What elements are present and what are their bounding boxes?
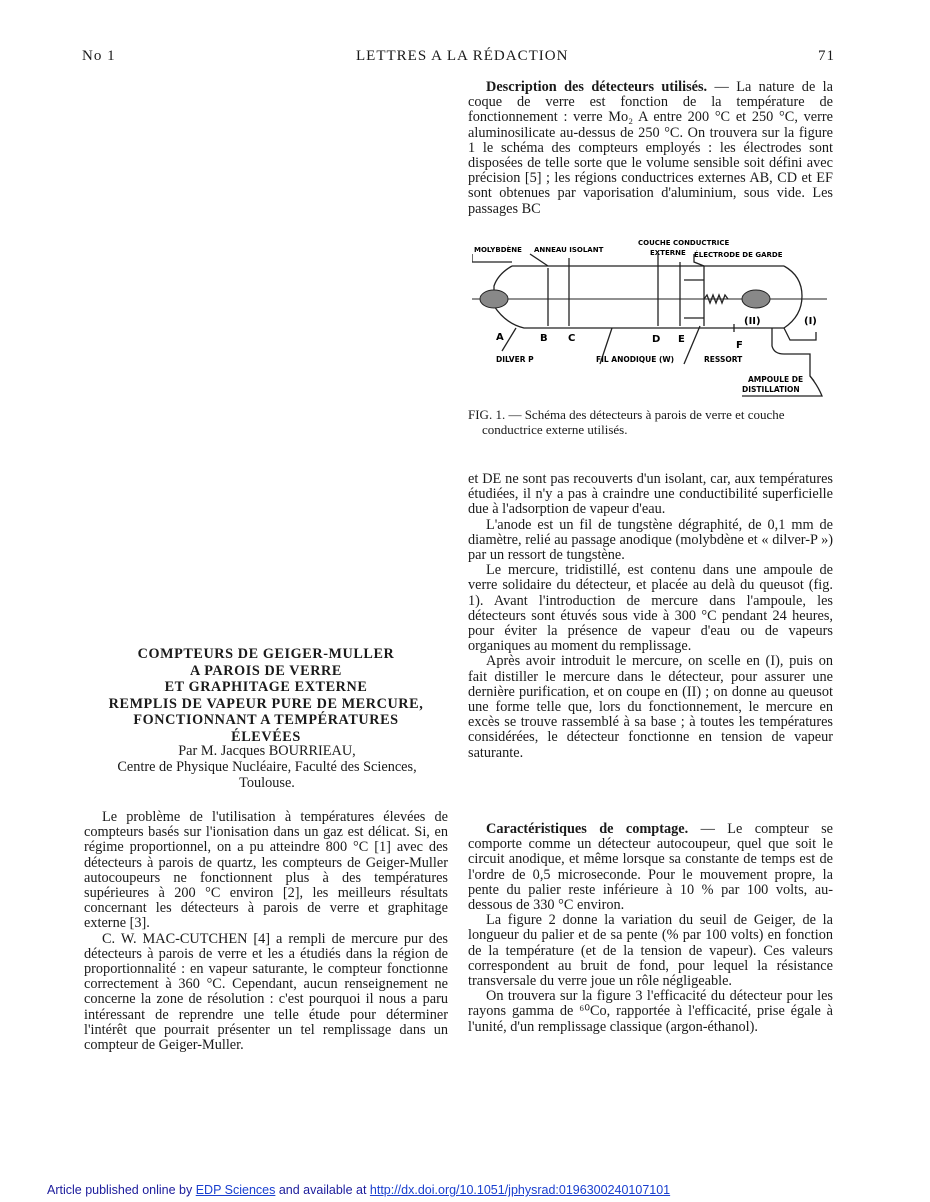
- paragraph: C. W. MAC-CUTCHEN [4] a rempli de mercure pur des détecteurs à parois de verre et les a étudiés dans la région de proportionnalité : en vapeur saturante, le compteur fonctionne correctement à 360 °C. Cependant, aucun renseignement ne concerne la zone de résolution : c'est pourquoi il nous a paru intéressant de reprendre une telle étude pour déterminer l'intérêt que pourrait présenter un tel remplissage dans un compteur de Geiger-Muller.: [84, 930, 448, 1054]
- description-heading: Description des détecteurs utilisés.: [486, 79, 708, 95]
- article-title: [100, 646, 432, 745]
- counting-heading: Caractéristiques de comptage.: [486, 821, 689, 837]
- paragraph: Après avoir introduit le mercure, on scelle en (I), puis on fait distiller le mercure dans le détecteur, pour assurer une dernière purification, et on coupe en (II) ; on donne au queusot une forme telle que, lors du fonctionnement, le mercure en excès se trouve rassemblé à sa base ; à toutes les températures considérées, le détecteur fonctionne en tension de vapeur saturante.: [468, 653, 833, 761]
- city: Toulouse.: [239, 775, 295, 791]
- paragraph: On trouvera sur la figure 3 l'efficacité du détecteur pour les rayons gamma de ⁶⁰Co, rapportée à l'efficacité, prise égale à l'unité, d'un remplissage classique (argon-éthanol).: [468, 988, 833, 1035]
- title-line: ET GRAPHITAGE EXTERNE: [164, 679, 368, 695]
- label-E: E: [678, 334, 685, 345]
- label-molybdene: MOLYBDÈNE: [474, 246, 522, 254]
- title-line: A PAROIS DE VERRE: [190, 662, 342, 679]
- counting-text: — Le compteur se comporte comme un détecteur autocoupeur, quel que soit le circuit anodique, et même lorsque sa constante de temps est de l'ordre de 0,5 microseconde. Pour le mouvement propre, la pente du palier reste inférieure à 10 % par 100 volts, au-dessous de 330 °C environ.: [468, 821, 834, 914]
- page-number: 71: [818, 48, 835, 64]
- right-column-body: [468, 472, 833, 761]
- label-ampoule-2: DISTILLATION: [742, 385, 800, 394]
- figure-caption-line-2: conductrice externe utilisés.: [482, 421, 628, 437]
- title-line: FONCTIONNANT A TEMPÉRATURES ÉLEVÉES: [133, 712, 399, 745]
- paragraph: La figure 2 donne la variation du seuil de Geiger, de la longueur du palier et de sa pente (% par 100 volts) en fonction de la température (et de la tension de vapeur). Ces valeurs correspondent au bruit de fond, pour lequel la résistance transversale du verre joue un rôle négligeable.: [468, 912, 833, 990]
- label-II: (II): [744, 316, 761, 327]
- left-column-body: [84, 810, 448, 1053]
- label-electrode-de-garde: ÉLECTRODE DE GARDE: [694, 251, 783, 259]
- label-ressort: RESSORT: [704, 355, 743, 364]
- molybdenum-cap-right: [742, 290, 770, 308]
- label-fil-anodique: FIL ANODIQUE (W): [596, 355, 675, 364]
- label-C: C: [568, 333, 576, 344]
- paragraph: et DE ne sont pas recouverts d'un isolant, car, aux températures étudiées, il n'y a pas à craindre une conductibilité superficielle due à l'adsorption de vapeur d'eau.: [468, 471, 833, 518]
- paragraph: Le mercure, tridistillé, est contenu dans une ampoule de verre solidaire du détecteur, et placée au delà du queusot (fig. 1). Avant l'introduction de mercure dans l'ampoule, les détecteurs sont étuvés sous vide à 300 °C pendant 24 heures, pour éviter la présence de vapeur d'eau ou de vapeurs organiques au moment du remplissage.: [468, 562, 833, 655]
- paragraph: Le problème de l'utilisation à températures élevées de compteurs basés sur l'ionisation dans un gaz est délicat. Si, en régime proportionnel, on a pu atteindre 800 °C [1] avec des détecteurs à parois de quartz, les compteurs de Geiger-Muller autocoupeurs ne fonctionnent plus à des températures supérieures à 200 °C environ [2], les meilleurs résultats concernant les détecteurs à parois de verre et graphitage externe [3].: [84, 809, 448, 932]
- byline: [84, 743, 450, 791]
- footer-middle: and available at: [275, 1183, 370, 1197]
- publication-footer: [47, 1183, 670, 1197]
- label-ampoule-1: AMPOULE DE: [748, 375, 804, 384]
- counting-section: [468, 822, 833, 1035]
- label-couche-2: EXTERNE: [650, 249, 686, 257]
- title-line: COMPTEURS DE GEIGER-MULLER: [137, 646, 395, 662]
- label-B: B: [540, 333, 548, 344]
- molybdenum-cap-left: [480, 290, 508, 308]
- page-section-number: No 1: [82, 48, 116, 64]
- affiliation: Centre de Physique Nucléaire, Faculté des Sciences,: [117, 759, 417, 775]
- figure-1-caption: [468, 408, 838, 437]
- label-dilver: DILVER P: [496, 355, 534, 364]
- paragraph: L'anode est un fil de tungstène dégraphité, de 0,1 mm de diamètre, relié au passage anodique (molybdène et « dilver-P ») par un ressort de tungstène.: [468, 516, 833, 564]
- figure-caption-line-1: FIG. 1. — Schéma des détecteurs à parois de verre et couche: [468, 407, 785, 422]
- publisher-link[interactable]: EDP Sciences: [195, 1183, 276, 1197]
- label-D: D: [652, 334, 661, 345]
- running-header-title: LETTRES A LA RÉDACTION: [356, 48, 569, 64]
- label-anneau-isolant: ANNEAU ISOLANT: [534, 246, 604, 254]
- label-couche-1: COUCHE CONDUCTRICE: [638, 239, 730, 247]
- label-A: A: [496, 332, 504, 343]
- footer-prefix: Article published online by: [47, 1183, 196, 1197]
- label-F: F: [736, 340, 743, 351]
- description-section: [468, 80, 833, 217]
- doi-link[interactable]: http://dx.doi.org/10.1051/jphysrad:0196300240107101: [369, 1183, 671, 1197]
- title-line: REMPLIS DE VAPEUR PURE DE MERCURE,: [108, 695, 424, 712]
- author: Par M. Jacques BOURRIEAU,: [178, 743, 356, 759]
- label-I: (I): [804, 316, 817, 327]
- description-text: — La nature de la coque de verre est fonction de la température de fonctionnement : verre Mo₂ A entre 200 °C et 250 °C, verre aluminosilicate au-dessus de 250 °C. On trouvera sur la figure 1 le schéma des compteurs employés : les électrodes sont disposées de telle sorte que le volume sensible soit défini avec précision [5] ; les régions conductrices externes AB, CD et EF sont obtenues par vaporisation d'aluminium, sous vide. Les passages BC: [468, 79, 833, 217]
- figure-1-diagram: [472, 236, 842, 406]
- tube-bottom-wall: [494, 306, 784, 328]
